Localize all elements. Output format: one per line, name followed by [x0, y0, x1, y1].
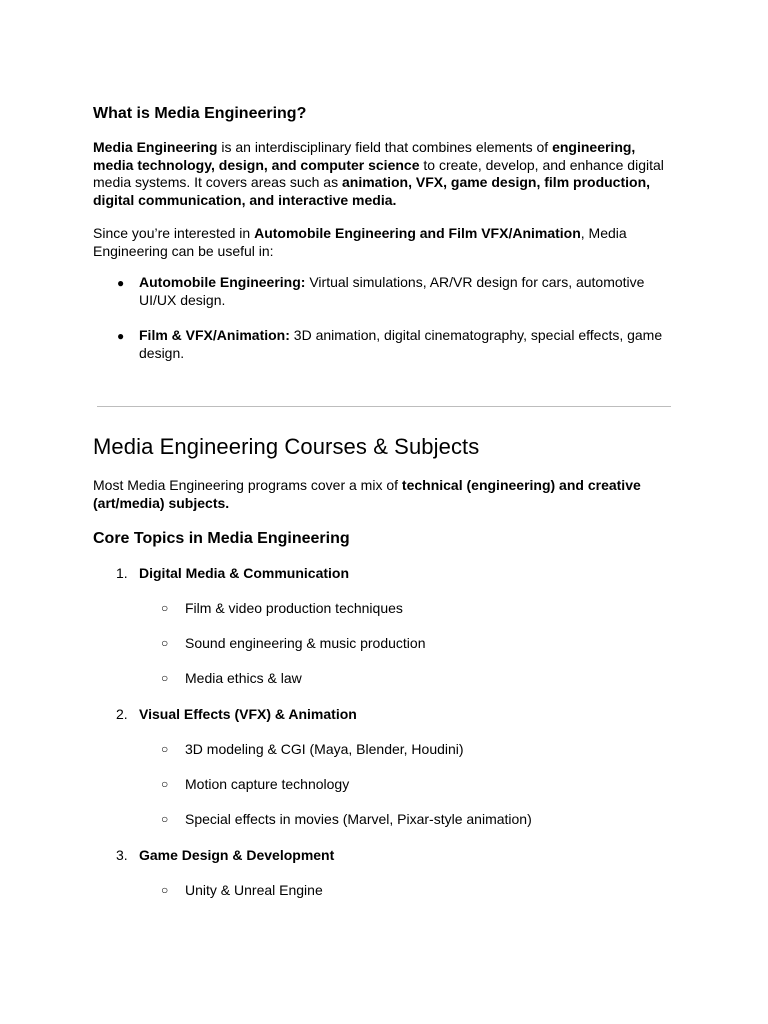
para-text: , Media Engineering can be useful in:	[93, 225, 627, 259]
bullet-label: Automobile Engineering:	[139, 274, 306, 290]
interest-paragraph	[93, 225, 678, 260]
topic-title: Game Design & Development	[139, 847, 335, 863]
topic-title: Digital Media & Communication	[139, 565, 350, 581]
sub-bullet-marker: ○	[161, 883, 169, 897]
subheading-core-topics: Core Topics in Media Engineering	[93, 530, 350, 547]
topic-title: Visual Effects (VFX) & Animation	[139, 706, 357, 722]
sub-list-item: Film & video production techniques	[185, 600, 403, 616]
sub-bullet-marker: ○	[161, 777, 169, 791]
bullet-marker: ●	[117, 276, 125, 290]
sub-bullet-marker: ○	[161, 601, 169, 615]
sub-list-item: Media ethics & law	[185, 670, 302, 686]
sub-list-item: Motion capture technology	[185, 776, 350, 792]
sub-list-item: Special effects in movies (Marvel, Pixar-style animation)	[185, 811, 532, 827]
emphasis-fields: engineering, media technology, design, and computer science	[93, 139, 636, 173]
section-heading-courses: Media Engineering Courses & Subjects	[93, 434, 480, 459]
bullet-label: Film & VFX/Animation:	[139, 327, 290, 343]
sub-list-item: Sound engineering & music production	[185, 635, 426, 651]
term-media-engineering: Media Engineering	[93, 139, 218, 155]
para-text: to create, develop, and enhance digital media systems. It covers areas such as	[93, 156, 664, 191]
emphasis-areas: animation, VFX, game design, film production, digital communication, and interactive media.	[93, 174, 651, 208]
sub-bullet-marker: ○	[161, 636, 169, 650]
horizontal-divider	[97, 406, 671, 407]
bullet-body: Virtual simulations, AR/VR design for cars, automotive UI/UX design.	[139, 274, 645, 308]
list-number: 3.	[116, 847, 128, 863]
list-number: 2.	[116, 706, 128, 722]
list-number: 1.	[116, 565, 128, 581]
sub-bullet-marker: ○	[161, 742, 169, 756]
courses-intro-paragraph	[93, 477, 678, 512]
emphasis-subjects: technical (engineering) and creative (art/media) subjects.	[93, 477, 641, 511]
sub-bullet-marker: ○	[161, 671, 169, 685]
intro-paragraph	[93, 139, 678, 209]
sub-bullet-marker: ○	[161, 812, 169, 826]
sub-list-item: Unity & Unreal Engine	[185, 882, 323, 898]
bullet-text	[139, 327, 679, 362]
bullet-marker: ●	[117, 329, 125, 343]
para-text: is an interdisciplinary field that combines elements of	[217, 139, 553, 155]
para-text: Most Media Engineering programs cover a mix of	[93, 477, 402, 493]
bullet-body: 3D animation, digital cinematography, special effects, game design.	[139, 327, 663, 361]
sub-list-item: 3D modeling & CGI (Maya, Blender, Houdini)	[185, 741, 464, 757]
bullet-text	[139, 274, 679, 309]
emphasis-interests: Automobile Engineering and Film VFX/Animation	[254, 225, 581, 241]
section-heading-what-is: What is Media Engineering?	[93, 105, 307, 122]
para-text: Since you’re interested in	[93, 225, 255, 241]
